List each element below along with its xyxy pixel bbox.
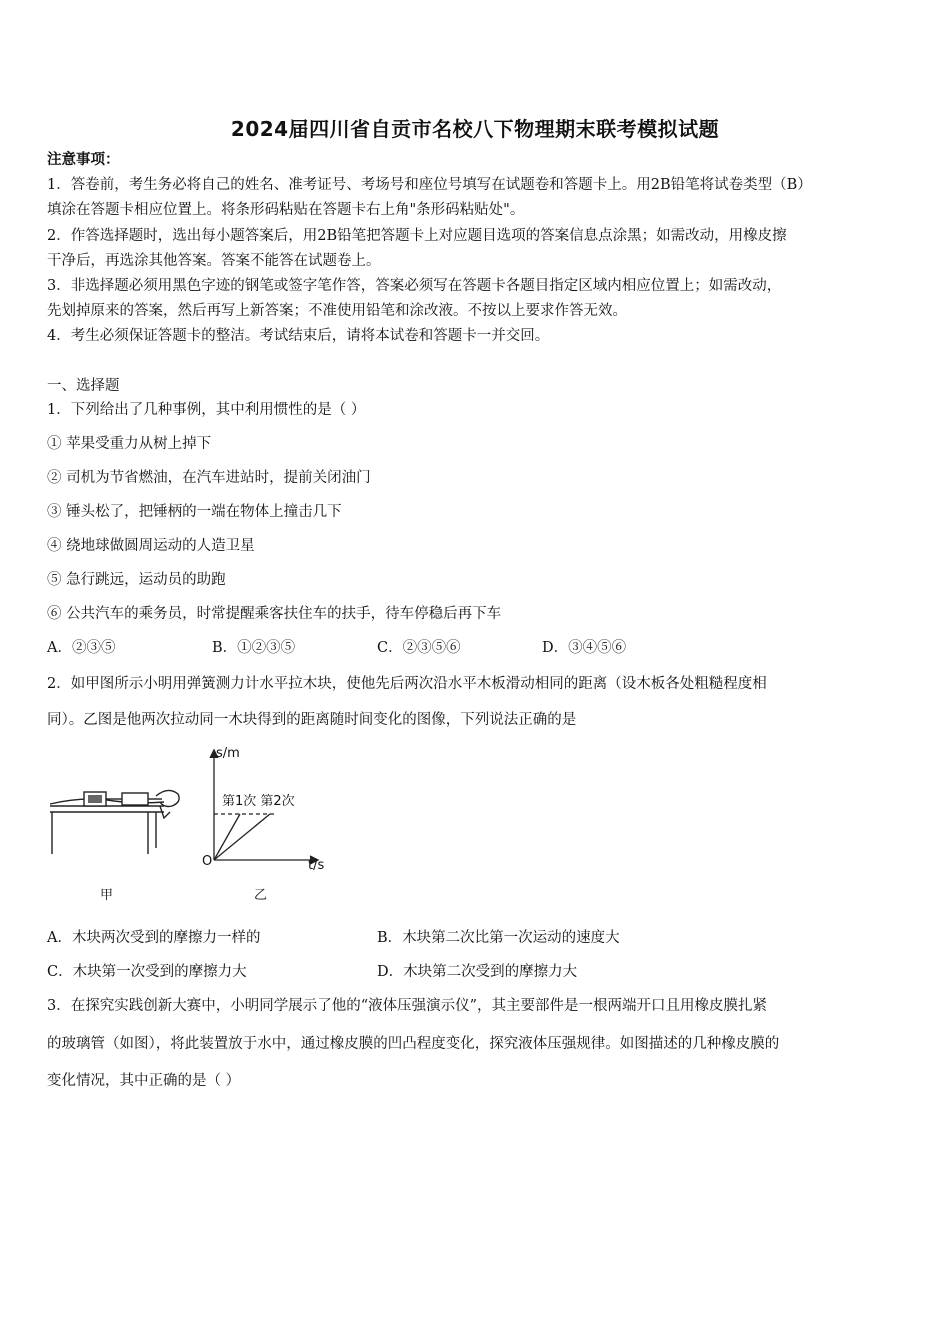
- question-1-item: ⑥ 公共汽车的乘务员，时常提醒乘客扶住车的扶手，待车停稳后再下车: [47, 606, 502, 622]
- question-3-stem: 变化情况，其中正确的是（ ）: [47, 1073, 241, 1089]
- question-1-item: ④ 绕地球做圆周运动的人造卫星: [47, 538, 255, 554]
- page-title: 2024届四川省自贡市名校八下物理期末联考模拟试题: [230, 117, 720, 141]
- question-1-option-b[interactable]: B．①②③⑤: [212, 640, 296, 656]
- series-line-2: [214, 814, 270, 860]
- question-1-item: ③ 锤头松了，把锤柄的一端在物体上撞击几下: [47, 504, 342, 520]
- figure-drawing: [44, 746, 344, 906]
- question-2-stem: 同）。乙图是他两次拉动同一木块得到的距离随时间变化的图像，下列说法正确的是: [47, 712, 577, 728]
- x-axis-label: t/s: [308, 858, 325, 873]
- apparatus-drawing: [50, 790, 179, 854]
- question-2-option-c[interactable]: C．木块第一次受到的摩擦力大: [47, 964, 247, 980]
- question-2-stem: 2．如甲图所示小明用弹簧测力计水平拉木块，使他先后两次沿水平木板滑动相同的距离（设木板各处粗糙程度相: [47, 676, 767, 692]
- question-1-stem: 1．下列给出了几种事例，其中利用惯性的是（ ）: [47, 402, 366, 418]
- notice-line: 填涂在答题卡相应位置上。将条形码粘贴在答题卡右上角"条形码粘贴处"。: [47, 202, 525, 218]
- notice-line: 3．非选择题必须用黑色字迹的钢笔或签字笔作答，答案必须写在答题卡各题目指定区域内相应位置上；如需改动，: [47, 278, 782, 294]
- question-2-option-a[interactable]: A．木块两次受到的摩擦力一样的: [47, 930, 261, 946]
- y-axis-label: s/m: [216, 746, 240, 761]
- question-1-item: ① 苹果受重力从树上掉下: [47, 436, 212, 452]
- question-1-option-d[interactable]: D．③④⑤⑥: [542, 640, 627, 656]
- figure-label-jia: 甲: [100, 888, 114, 903]
- question-1-option-a[interactable]: A．②③⑤: [47, 640, 116, 656]
- notice-line: 2．作答选择题时，选出每小题答案后，用2B铅笔把答题卡上对应题目选项的答案信息点涂黑；如需改动，用橡皮擦: [47, 228, 787, 244]
- question-2-figure: [44, 746, 344, 906]
- notice-line: 干净后，再选涂其他答案。答案不能答在试题卷上。: [47, 253, 381, 269]
- series-legend: 第1次 第2次: [222, 794, 295, 809]
- question-2-option-b[interactable]: B．木块第二次比第一次运动的速度大: [377, 930, 620, 946]
- question-3-stem: 的玻璃管（如图），将此装置放于水中，通过橡皮膜的凹凸程度变化，探究液体压强规律。如图描述的几种橡皮膜的: [47, 1036, 780, 1052]
- origin-label: O: [202, 854, 213, 869]
- section-heading: 一、选择题: [47, 378, 120, 394]
- notice-heading: 注意事项：: [47, 151, 120, 168]
- question-2-option-d[interactable]: D．木块第二次受到的摩擦力大: [377, 964, 578, 980]
- question-3-stem: 3．在探究实践创新大赛中，小明同学展示了他的“液体压强演示仪”，其主要部件是一根两端开口且用橡皮膜扎紧: [47, 998, 768, 1014]
- notice-line: 先划掉原来的答案，然后再写上新答案；不准使用铅笔和涂改液。不按以上要求作答无效。: [47, 303, 627, 319]
- question-1-item: ② 司机为节省燃油，在汽车进站时，提前关闭油门: [47, 470, 371, 486]
- question-1-item: ⑤ 急行跳远，运动员的助跑: [47, 572, 226, 588]
- notice-line: 1．答卷前，考生务必将自己的姓名、准考证号、考场号和座位号填写在试题卷和答题卡上。用2B铅笔将试卷类型（B）: [47, 177, 812, 193]
- figure-label-yi: 乙: [254, 888, 268, 903]
- notice-line: 4．考生必须保证答题卡的整洁。考试结束后，请将本试卷和答题卡一并交回。: [47, 328, 550, 344]
- question-1-option-c[interactable]: C．②③⑤⑥: [377, 640, 461, 656]
- series-line-1: [214, 814, 240, 860]
